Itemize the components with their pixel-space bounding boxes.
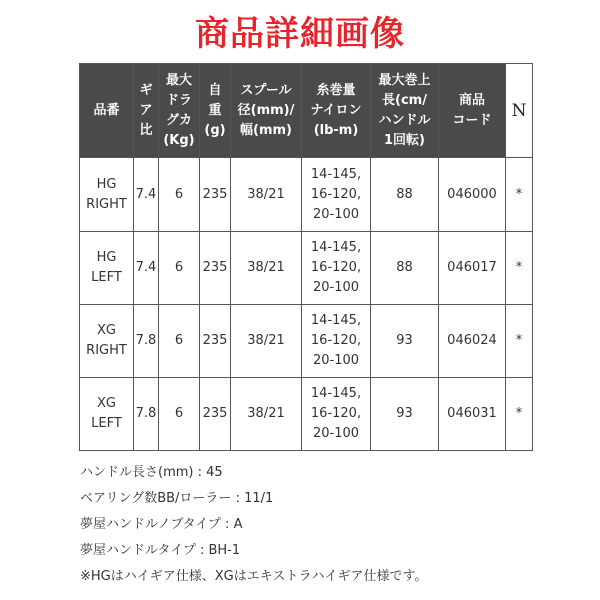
header-gear-ratio: ギ ア 比	[134, 64, 159, 158]
cell-max-drag: 6	[159, 378, 200, 451]
cell-gear-ratio: 7.8	[134, 378, 159, 451]
note-gear-spec: ※HGはハイギア仕様、XGはエキストラハイギア仕様です。	[80, 569, 428, 584]
cell-model: HG LEFT	[80, 232, 134, 305]
cell-max-retrieve: 93	[371, 378, 439, 451]
cell-line-capacity: 14-145, 16-120, 20-100	[302, 378, 371, 451]
cell-line-capacity: 14-145, 16-120, 20-100	[302, 305, 371, 378]
cell-n: *	[506, 305, 533, 378]
cell-weight: 235	[200, 158, 231, 232]
note-bearings: ベアリング数BB/ローラー : 11/1	[80, 491, 274, 506]
cell-gear-ratio: 7.8	[134, 305, 159, 378]
cell-line-capacity: 14-145, 16-120, 20-100	[302, 158, 371, 232]
table-row	[80, 232, 533, 305]
cell-model: XG LEFT	[80, 378, 134, 451]
table-row	[80, 378, 533, 451]
cell-max-retrieve: 88	[371, 158, 439, 232]
header-max-retrieve: 最大巻上 長(cm/ ハンドル 1回転)	[371, 64, 439, 158]
cell-product-code: 046031	[439, 378, 506, 451]
cell-n: *	[506, 378, 533, 451]
cell-weight: 235	[200, 305, 231, 378]
header-weight: 自 重 (g)	[200, 64, 231, 158]
cell-product-code: 046017	[439, 232, 506, 305]
cell-max-drag: 6	[159, 232, 200, 305]
header-spool: スプール 径(mm)/ 幅(mm)	[231, 64, 302, 158]
header-max-drag: 最大 ドラ グカ (Kg)	[159, 64, 200, 158]
cell-gear-ratio: 7.4	[134, 158, 159, 232]
cell-weight: 235	[200, 378, 231, 451]
note-knob-type: 夢屋ハンドルノブタイプ : A	[80, 517, 243, 532]
spec-table	[79, 63, 533, 451]
header-n: N	[506, 64, 533, 158]
cell-max-drag: 6	[159, 305, 200, 378]
cell-n: *	[506, 158, 533, 232]
table-header-row	[80, 64, 533, 158]
cell-max-drag: 6	[159, 158, 200, 232]
note-handle-length: ハンドル長さ(mm) : 45	[80, 465, 223, 480]
cell-gear-ratio: 7.4	[134, 232, 159, 305]
page-title: 商品詳細画像	[195, 14, 405, 54]
cell-model: XG RIGHT	[80, 305, 134, 378]
cell-weight: 235	[200, 232, 231, 305]
header-line-capacity: 糸巻量 ナイロン (lb-m)	[302, 64, 371, 158]
header-model: 品番	[80, 64, 134, 158]
spec-notes	[80, 463, 580, 593]
cell-n: *	[506, 232, 533, 305]
table-row	[80, 158, 533, 232]
cell-max-retrieve: 93	[371, 305, 439, 378]
cell-line-capacity: 14-145, 16-120, 20-100	[302, 232, 371, 305]
table-row	[80, 305, 533, 378]
cell-product-code: 046024	[439, 305, 506, 378]
header-product-code: 商品 コード	[439, 64, 506, 158]
cell-product-code: 046000	[439, 158, 506, 232]
cell-spool: 38/21	[231, 232, 302, 305]
note-handle-type: 夢屋ハンドルタイプ : BH-1	[80, 543, 241, 558]
cell-spool: 38/21	[231, 305, 302, 378]
cell-max-retrieve: 88	[371, 232, 439, 305]
cell-spool: 38/21	[231, 378, 302, 451]
cell-model: HG RIGHT	[80, 158, 134, 232]
cell-spool: 38/21	[231, 158, 302, 232]
